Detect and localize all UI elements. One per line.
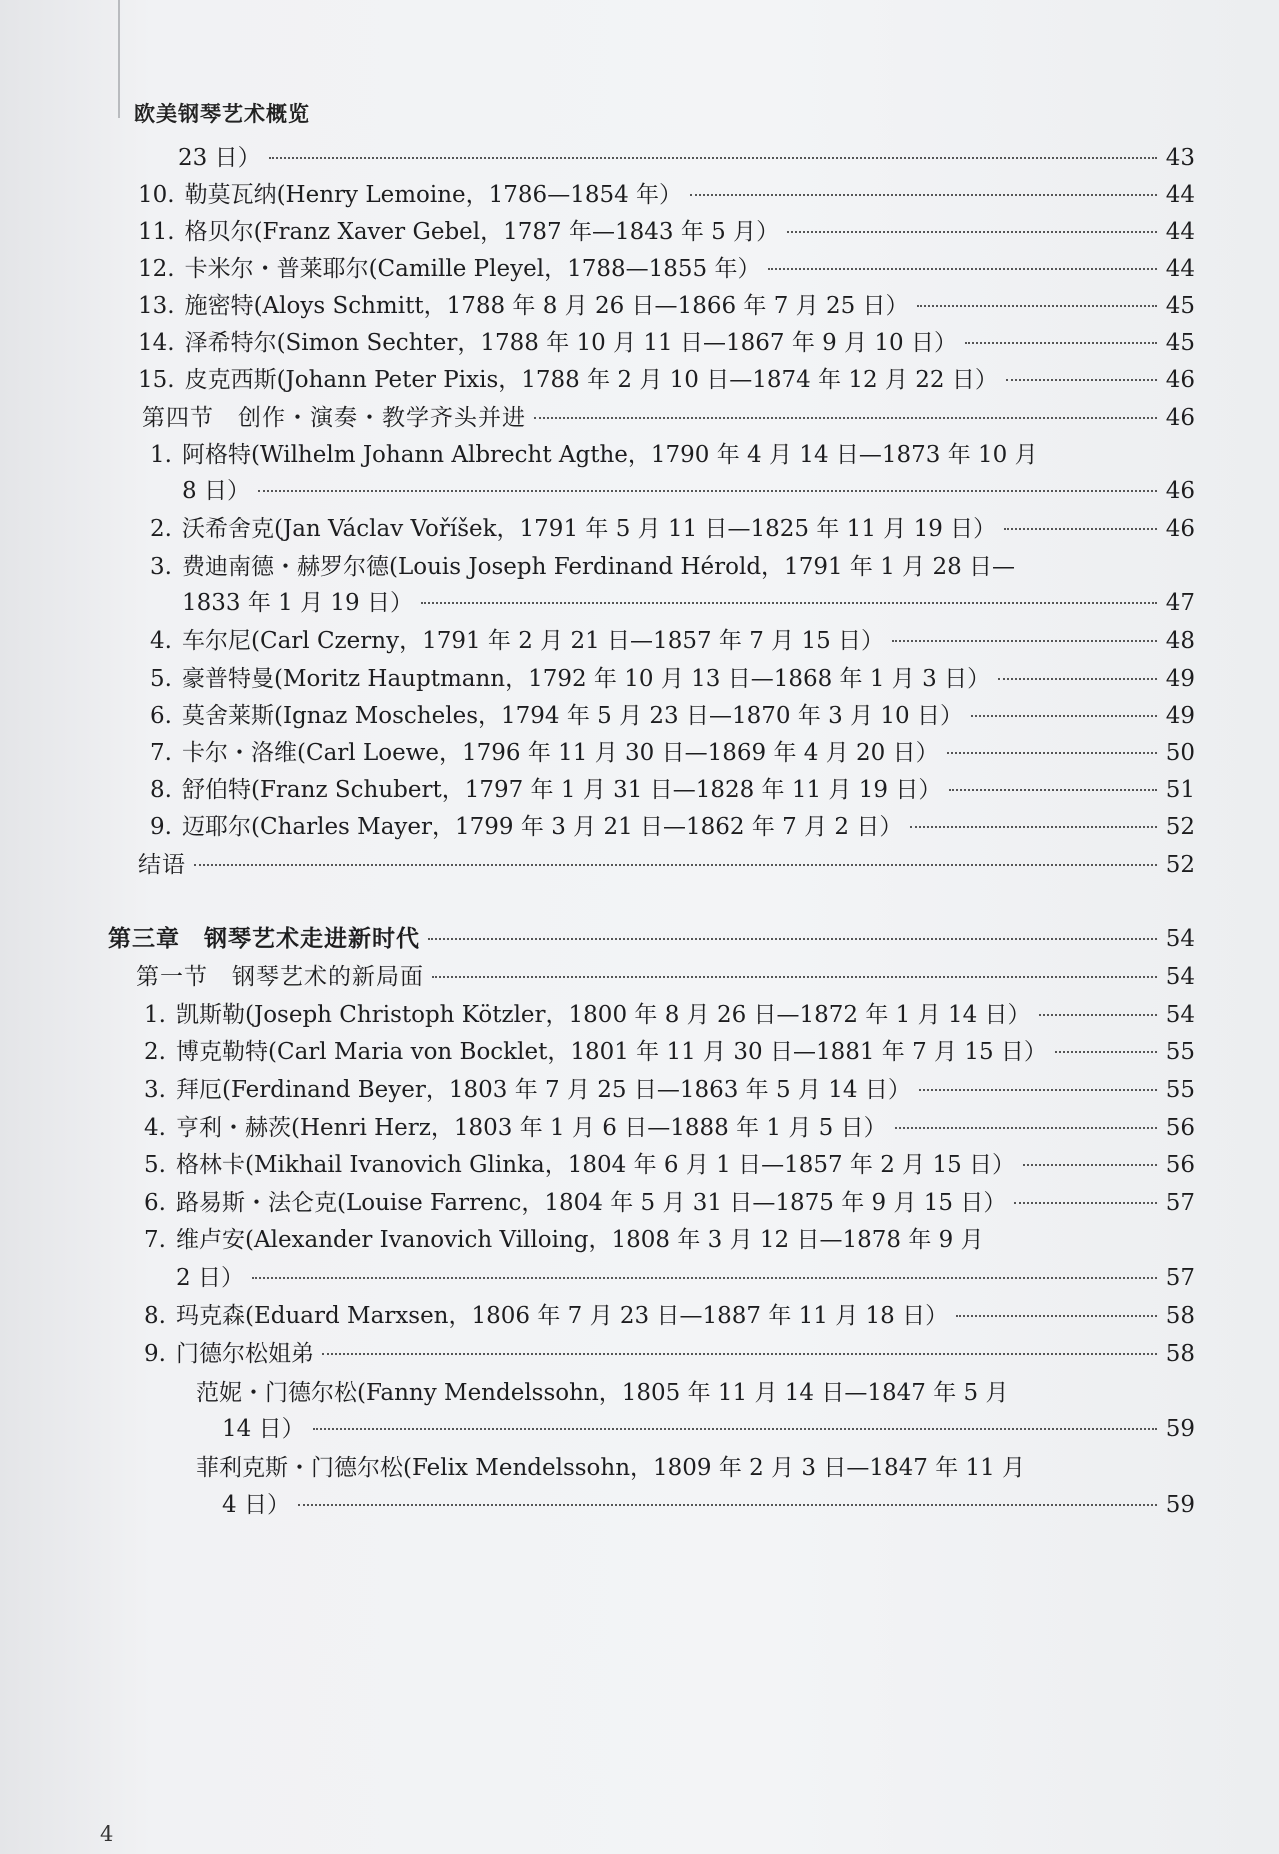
entry-number: 1.	[150, 442, 172, 468]
toc-entry[interactable]	[148, 139, 1195, 175]
leader-dots	[1039, 1014, 1157, 1016]
leader-dots	[787, 231, 1157, 233]
entry-number: 9.	[144, 1341, 166, 1367]
entry-page: 45	[1165, 330, 1195, 356]
entry-title: 卡米尔・普莱耶尔(Camille Pleyel，1788—1855 年）	[184, 256, 761, 282]
entry-page: 57	[1165, 1265, 1195, 1291]
toc-chapter[interactable]	[108, 920, 1195, 956]
entry-title: 路易斯・法仑克(Louise Farrenc，1804 年 5 月 31 日—1875 年 9 月 15 日）	[176, 1190, 1007, 1216]
entry-number: 13.	[138, 293, 175, 319]
entry-page: 59	[1165, 1492, 1195, 1518]
entry-title: 格贝尔(Franz Xaver Gebel，1787 年—1843 年 5 月）	[184, 219, 780, 245]
toc-entry[interactable]	[132, 1297, 1195, 1333]
entry-title: 莫舍莱斯(Ignaz Moscheles，1794 年 5 月 23 日—1870 年 3 月 10 日）	[182, 703, 963, 729]
entry-number: 8.	[150, 777, 172, 803]
leader-dots	[1023, 1164, 1157, 1166]
entry-title: 皮克西斯(Johann Peter Pixis，1788 年 2 月 10 日—1874 年 12 月 22 日）	[184, 367, 998, 393]
leader-dots	[892, 640, 1157, 642]
entry-page: 57	[1165, 1190, 1195, 1216]
leader-dots	[534, 417, 1157, 419]
entry-title: 玛克森(Eduard Marxsen，1806 年 7 月 23 日—1887 年 11 月 18 日）	[176, 1303, 949, 1329]
entry-number: 15.	[138, 367, 175, 393]
entry-title: 豪普特曼(Moritz Hauptmann，1792 年 10 月 13 日—1868 年 1 月 3 日）	[182, 666, 991, 692]
entry-page: 44	[1165, 219, 1195, 245]
entry-title: 车尔尼(Carl Czerny，1791 年 2 月 21 日—1857 年 7 月 15 日）	[182, 628, 885, 654]
entry-number: 6.	[144, 1190, 166, 1216]
toc-entry-line[interactable]	[138, 548, 1015, 581]
entry-title: 8 日）	[182, 478, 250, 504]
leader-dots	[428, 938, 1157, 940]
entry-number: 10.	[138, 182, 175, 208]
toc-entry[interactable]	[138, 771, 1195, 807]
entry-number: 5.	[144, 1152, 166, 1178]
leader-dots	[971, 715, 1157, 717]
leader-dots	[258, 490, 1157, 492]
entry-number: 8.	[144, 1303, 166, 1329]
leader-dots	[322, 1353, 1157, 1355]
entry-title: 沃希舍克(Jan Václav Voříšek，1791 年 5 月 11 日—1825 年 11 月 19 日）	[182, 516, 997, 542]
toc-entry[interactable]	[138, 697, 1195, 733]
toc-entry-continuation[interactable]	[182, 472, 1195, 508]
toc-entry[interactable]	[138, 176, 1195, 212]
chapter-title: 第三章 钢琴艺术走进新时代	[108, 926, 420, 952]
entry-page: 49	[1165, 666, 1195, 692]
entry-title: 4 日）	[222, 1492, 290, 1518]
leader-dots	[313, 1428, 1157, 1430]
leader-dots	[998, 678, 1157, 680]
toc-section[interactable]	[142, 399, 1195, 435]
entry-page: 46	[1165, 516, 1195, 542]
entry-number: 3.	[144, 1077, 166, 1103]
entry-page: 54	[1165, 964, 1195, 990]
leader-dots	[298, 1504, 1157, 1506]
leader-dots	[895, 1127, 1157, 1129]
entry-title: 舒伯特(Franz Schubert，1797 年 1 月 31 日—1828 年 11 月 19 日）	[182, 777, 942, 803]
entry-title: 拜厄(Ferdinand Beyer，1803 年 7 月 25 日—1863 年 5 月 14 日）	[176, 1077, 911, 1103]
entry-title: 博克勒特(Carl Maria von Bocklet，1801 年 11 月 30 日—1881 年 7 月 15 日）	[176, 1039, 1047, 1065]
entry-page: 45	[1165, 293, 1195, 319]
entry-page: 58	[1165, 1341, 1195, 1367]
entry-number: 7.	[144, 1227, 166, 1253]
entry-title: 亨利・赫茨(Henri Herz，1803 年 1 月 6 日—1888 年 1 月 5 日）	[176, 1115, 887, 1141]
entry-number: 14.	[138, 330, 175, 356]
leader-dots	[919, 1089, 1157, 1091]
toc-subentry-line[interactable]	[196, 1449, 1025, 1482]
entry-title: 范妮・门德尔松(Fanny Mendelssohn，1805 年 11 月 14 日—1847 年 5 月	[196, 1380, 1009, 1406]
toc-entry[interactable]	[138, 734, 1195, 770]
entry-page: 54	[1165, 926, 1195, 952]
section-title: 第一节 钢琴艺术的新局面	[136, 964, 424, 990]
entry-page: 44	[1165, 182, 1195, 208]
toc-section[interactable]	[136, 958, 1195, 994]
entry-title: 施密特(Aloys Schmitt，1788 年 8 月 26 日—1866 年 7 月 25 日）	[184, 293, 909, 319]
entry-number: 11.	[138, 219, 175, 245]
leader-dots	[768, 268, 1157, 270]
toc-entry[interactable]	[138, 287, 1195, 323]
entry-title: 1833 年 1 月 19 日）	[182, 590, 413, 616]
entry-number: 12.	[138, 256, 175, 282]
leader-dots	[432, 976, 1157, 978]
entry-title: 门德尔松姐弟	[176, 1341, 314, 1367]
toc-entry[interactable]	[138, 250, 1195, 286]
toc-entry-continuation[interactable]	[176, 1259, 1195, 1295]
entry-page: 47	[1165, 590, 1195, 616]
leader-dots	[269, 157, 1157, 159]
toc-subentry-continuation[interactable]	[222, 1486, 1195, 1522]
leader-dots	[252, 1277, 1157, 1279]
leader-dots	[194, 864, 1157, 866]
toc-entry[interactable]	[138, 622, 1195, 658]
toc-entry[interactable]	[138, 324, 1195, 360]
entry-title: 菲利克斯・门德尔松(Felix Mendelssohn，1809 年 2 月 3 日—1847 年 11 月	[196, 1455, 1026, 1481]
leader-dots	[1055, 1051, 1157, 1053]
margin-rule	[118, 0, 120, 118]
toc-subentry-continuation[interactable]	[222, 1410, 1195, 1446]
entry-page: 43	[1165, 145, 1195, 171]
entry-title: 迈耶尔(Charles Mayer，1799 年 3 月 21 日—1862 年 7 月 2 日）	[182, 814, 903, 840]
entry-page: 56	[1165, 1152, 1195, 1178]
entry-title: 2 日）	[176, 1265, 244, 1291]
entry-page: 49	[1165, 703, 1195, 729]
toc-entry[interactable]	[132, 1071, 1195, 1107]
running-head: 欧美钢琴艺术概览	[134, 102, 310, 126]
toc-entry[interactable]	[132, 1033, 1195, 1069]
entry-title: 14 日）	[222, 1416, 305, 1442]
leader-dots	[690, 194, 1157, 196]
page-number: 4	[100, 1822, 114, 1846]
entry-number: 7.	[150, 740, 172, 766]
entry-number: 3.	[150, 554, 172, 580]
leader-dots	[910, 826, 1157, 828]
entry-title: 勒莫瓦纳(Henry Lemoine，1786—1854 年）	[184, 182, 683, 208]
entry-number: 2.	[144, 1039, 166, 1065]
entry-page: 54	[1165, 1002, 1195, 1028]
toc-section[interactable]	[138, 846, 1195, 882]
entry-title: 泽希特尔(Simon Sechter，1788 年 10 月 11 日—1867 年 9 月 10 日）	[184, 330, 957, 356]
leader-dots	[965, 342, 1157, 344]
entry-page: 52	[1165, 814, 1195, 840]
leader-dots	[1014, 1202, 1157, 1204]
toc-entry[interactable]	[132, 1335, 1195, 1371]
entry-title: 凯斯勒(Joseph Christoph Kötzler，1800 年 8 月 26 日—1872 年 1 月 14 日）	[176, 1002, 1031, 1028]
entry-page: 48	[1165, 628, 1195, 654]
toc-entry-continuation[interactable]	[182, 584, 1195, 620]
entry-number: 1.	[144, 1002, 166, 1028]
entry-page: 59	[1165, 1416, 1195, 1442]
leader-dots	[421, 602, 1157, 604]
leader-dots	[949, 789, 1157, 791]
entry-page: 55	[1165, 1077, 1195, 1103]
toc-entry-line[interactable]	[132, 1221, 984, 1254]
leader-dots	[956, 1315, 1157, 1317]
entry-page: 56	[1165, 1115, 1195, 1141]
leader-dots	[1006, 379, 1157, 381]
entry-number: 9.	[150, 814, 172, 840]
entry-page: 44	[1165, 256, 1195, 282]
section-title: 结语	[138, 852, 186, 878]
entry-page: 46	[1165, 478, 1195, 504]
toc-subentry-line[interactable]	[196, 1374, 1008, 1407]
entry-page: 50	[1165, 740, 1195, 766]
entry-page: 58	[1165, 1303, 1195, 1329]
toc-entry-line[interactable]	[138, 436, 1038, 469]
entry-title: 维卢安(Alexander Ivanovich Villoing，1808 年 3 月 12 日—1878 年 9 月	[176, 1227, 984, 1253]
toc-entry[interactable]	[132, 1146, 1195, 1182]
entry-title: 费迪南德・赫罗尔德(Louis Joseph Ferdinand Hérold，1791 年 1 月 28 日—	[182, 554, 1016, 580]
entry-page: 46	[1165, 405, 1195, 431]
entry-page: 51	[1165, 777, 1195, 803]
toc-entry[interactable]	[138, 808, 1195, 844]
leader-dots	[917, 305, 1157, 307]
toc-entry[interactable]	[138, 213, 1195, 249]
section-title: 第四节 创作・演奏・教学齐头并进	[142, 405, 526, 431]
entry-page: 52	[1165, 852, 1195, 878]
entry-number: 6.	[150, 703, 172, 729]
toc-entry[interactable]	[132, 1109, 1195, 1145]
entry-title: 阿格特(Wilhelm Johann Albrecht Agthe，1790 年 4 月 14 日—1873 年 10 月	[182, 442, 1038, 468]
toc-entry[interactable]	[132, 996, 1195, 1032]
leader-dots	[947, 752, 1157, 754]
leader-dots	[1004, 528, 1157, 530]
entry-title: 卡尔・洛维(Carl Loewe，1796 年 11 月 30 日—1869 年 4 月 20 日）	[182, 740, 939, 766]
entry-page: 55	[1165, 1039, 1195, 1065]
entry-number: 4.	[144, 1115, 166, 1141]
entry-title: 格林卡(Mikhail Ivanovich Glinka，1804 年 6 月 1 日—1857 年 2 月 15 日）	[176, 1152, 1016, 1178]
toc-entry[interactable]	[132, 1184, 1195, 1220]
entry-number: 5.	[150, 666, 172, 692]
toc-entry[interactable]	[138, 510, 1195, 546]
toc-entry[interactable]	[138, 660, 1195, 696]
toc-entry[interactable]	[138, 361, 1195, 397]
entry-page: 46	[1165, 367, 1195, 393]
entry-number: 2.	[150, 516, 172, 542]
entry-number: 4.	[150, 628, 172, 654]
entry-title: 23 日）	[178, 145, 261, 171]
